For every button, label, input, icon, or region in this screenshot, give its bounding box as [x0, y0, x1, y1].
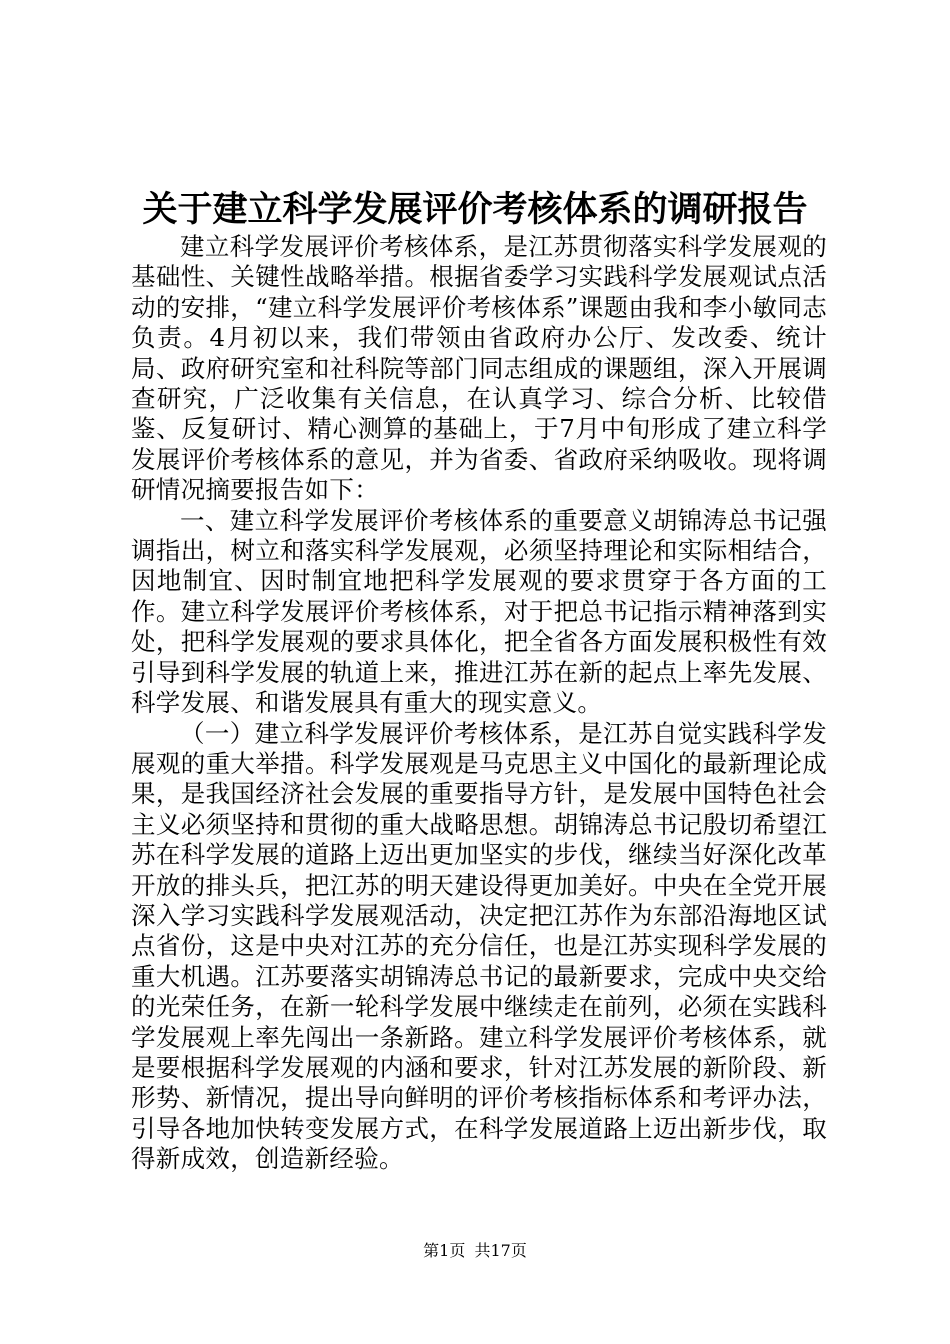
document-title: 关于建立科学发展评价考核体系的调研报告	[142, 189, 808, 230]
page-total: 共17页	[474, 1241, 527, 1260]
page-footer	[0, 1240, 950, 1262]
paragraph-intro: 建立科学发展评价考核体系，是江苏贯彻落实科学发展观的基础性、关键性战略举措。根据省委学习实践科学发展观试点活动的安排，“建立科学发展评价考核体系”课题由我和李小敏同志负责。4月初以来，我们带领由省政府办公厅、发改委、统计局、政府研究室和社科院等部门同志组成的课题组，深入开展调查研究，广泛收集有关信息，在认真学习、综合分析、比较借鉴、反复研讨、精心测算的基础上，于7月中旬形成了建立科学发展评价考核体系的意见，并为省委、省政府采纳吸收。现将调研情况摘要报告如下：	[131, 232, 827, 505]
page-number: 第1页	[423, 1241, 466, 1260]
document-body	[131, 232, 827, 1175]
paragraph-subsection-one: （一）建立科学发展评价考核体系，是江苏自觉实践科学发展观的重大举措。科学发展观是马克思主义中国化的最新理论成果，是我国经济社会发展的重要指导方针，是发展中国特色社会主义必须坚持和贯彻的重大战略思想。胡锦涛总书记殷切希望江苏在科学发展的道路上迈出更加坚实的步伐，继续当好深化改革开放的排头兵，把江苏的明天建设得更加美好。中央在全党开展深入学习实践科学发展观活动，决定把江苏作为东部沿海地区试点省份，这是中央对江苏的充分信任，也是江苏实现科学发展的重大机遇。江苏要落实胡锦涛总书记的最新要求，完成中央交给的光荣任务，在新一轮科学发展中继续走在前列，必须在实践科学发展观上率先闯出一条新路。建立科学发展评价考核体系，就是要根据科学发展观的内涵和要求，针对江苏发展的新阶段、新形势、新情况，提出导向鲜明的评价考核指标体系和考评办法，引导各地加快转变发展方式，在科学发展道路上迈出新步伐，取得新成效，创造新经验。	[131, 718, 827, 1174]
paragraph-section-one: 一、建立科学发展评价考核体系的重要意义胡锦涛总书记强调指出，树立和落实科学发展观，必须坚持理论和实际相结合，因地制宜、因时制宜地把科学发展观的要求贯穿于各方面的工作。建立科学发展评价考核体系，对于把总书记指示精神落到实处，把科学发展观的要求具体化，把全省各方面发展积极性有效引导到科学发展的轨道上来，推进江苏在新的起点上率先发展、科学发展、和谐发展具有重大的现实意义。	[131, 505, 827, 718]
